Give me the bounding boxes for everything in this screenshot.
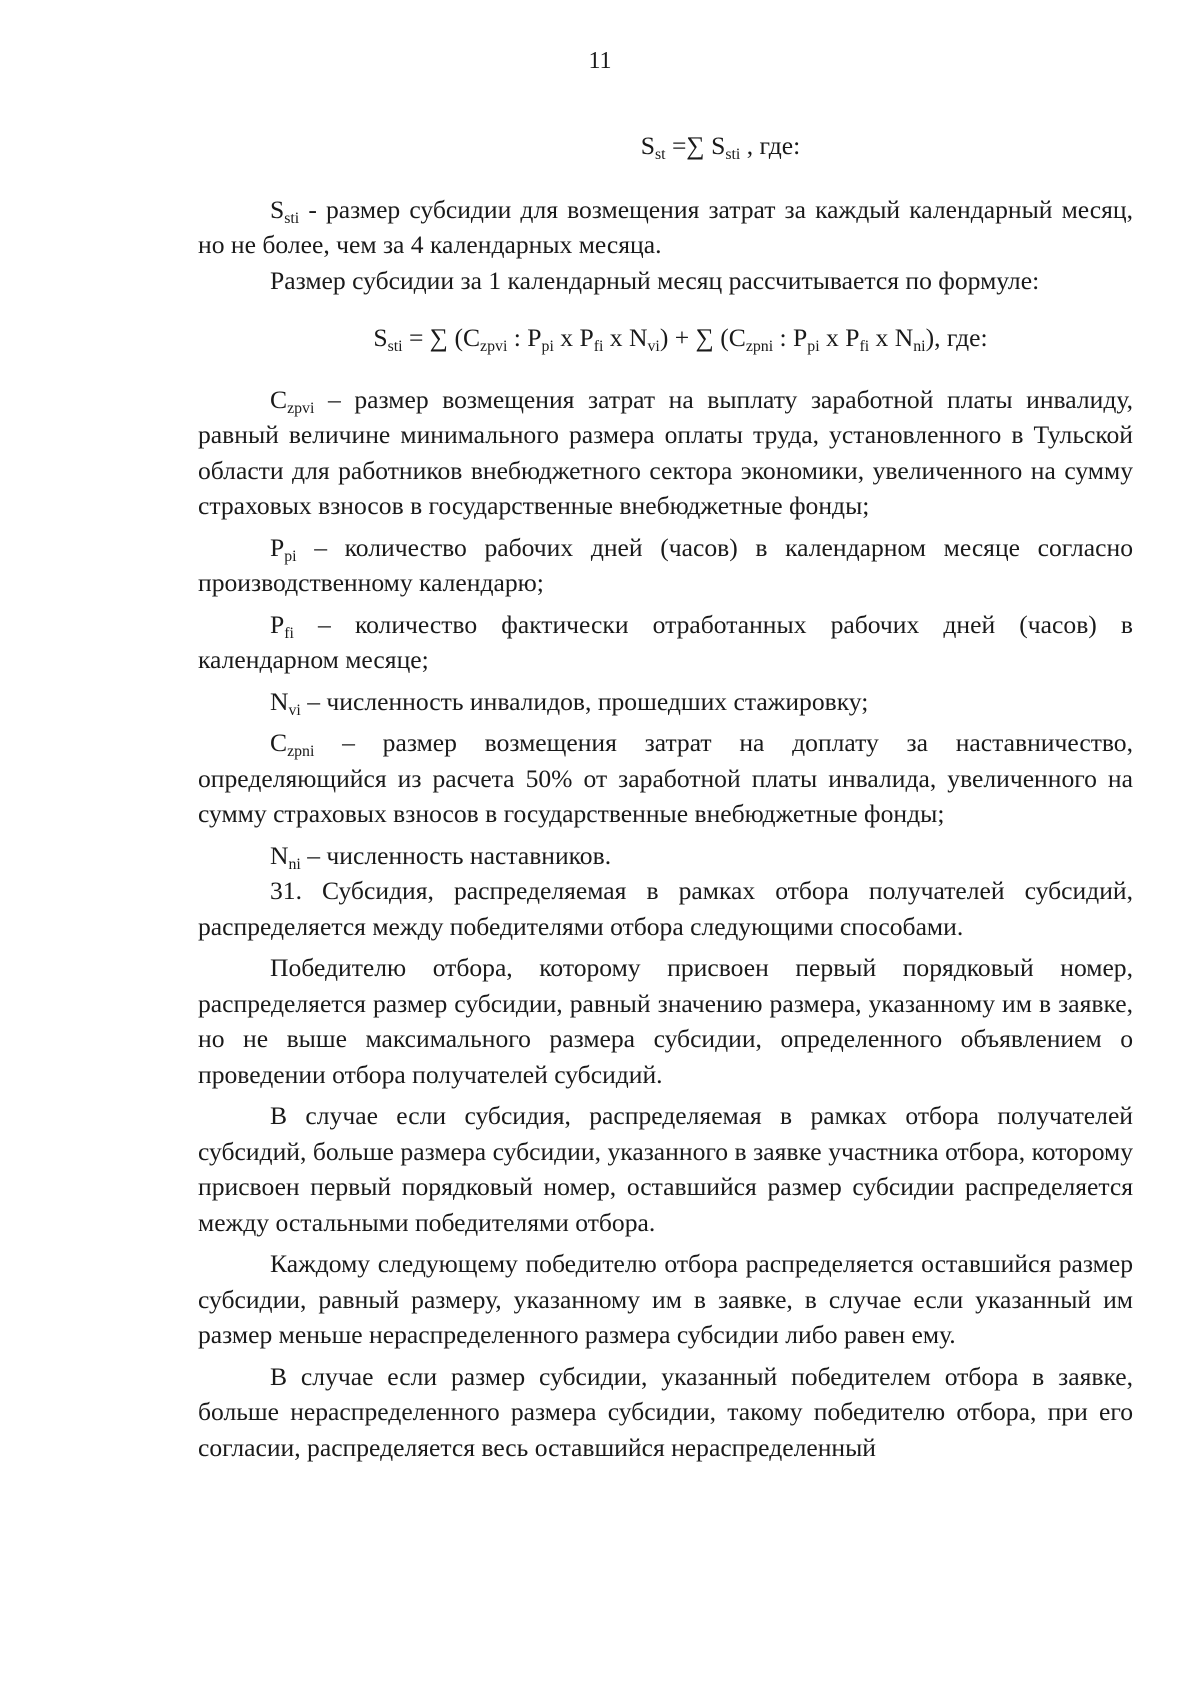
definition-pfi bbox=[198, 607, 1133, 678]
formula-symbol: S bbox=[711, 131, 726, 160]
definition-ssti bbox=[198, 192, 1133, 263]
paragraph-31: 31. Субсидия, распределяемая в рамках отбора получателей субсидий, распределяется между победителями отбора следующими способами. bbox=[198, 876, 1133, 941]
formula-text: , где: bbox=[740, 131, 801, 160]
definition-subscript: sti bbox=[284, 209, 300, 227]
definition-subscript: pi bbox=[284, 547, 297, 565]
definition-text: – численность наставников. bbox=[300, 840, 612, 870]
formula-part: x P bbox=[553, 323, 594, 352]
paragraph: В случае если субсидия, распределяемая в рамках отбора получателей субсидий, больше размера субсидии, указанного в заявке участника отбора, которому присвоен первый порядковый номер, оставшийся размер субсидии распределяется между остальными победителями отбора. bbox=[198, 1101, 1133, 1237]
formula-monthly bbox=[198, 320, 1133, 356]
formula-subscript: zpvi bbox=[480, 337, 508, 355]
formula-part: = ∑ (C bbox=[402, 323, 481, 352]
definition-text: - размер субсидии для возмещения затрат за каждый календарный месяц, но не более, чем за 4 календарных месяца. bbox=[198, 194, 1133, 259]
definition-text: – размер возмещения затрат на выплату заработной платы инвалиду, равный величине минимального размера оплаты труда, установленного в Тульской области для работников внебюджетного сектора экономики, увеличенного на сумму страховых взносов в государственные внебюджетные фонды; bbox=[198, 384, 1133, 520]
paragraph: Победителю отбора, которому присвоен первый порядковый номер, распределяется размер субсидии, равный значению размера, указанному им в заявке, но не выше максимального размера субсидии, определенного объявлением о проведении отбора получателей субсидий. bbox=[198, 953, 1133, 1089]
definition-czpni bbox=[198, 725, 1133, 832]
definition-subscript: zpvi bbox=[287, 399, 315, 417]
formula-intro: Размер субсидии за 1 календарный месяц рассчитывается по формуле: bbox=[270, 265, 1040, 295]
definition-ppi bbox=[198, 530, 1133, 601]
definition-subscript: ni bbox=[288, 855, 301, 873]
formula-total bbox=[198, 128, 1133, 164]
formula-subscript: zpni bbox=[745, 337, 774, 355]
definition-symbol: S bbox=[270, 194, 285, 224]
definition-text: – количество фактически отработанных рабочих дней (часов) в календарном месяце; bbox=[198, 609, 1133, 674]
definition-czpvi bbox=[198, 382, 1133, 524]
formula-subscript: sti bbox=[387, 337, 403, 355]
definition-symbol: C bbox=[270, 384, 288, 414]
definition-symbol: P bbox=[270, 532, 285, 562]
formula-subscript: ni bbox=[913, 337, 926, 355]
definition-text: – количество рабочих дней (часов) в календарном месяце согласно производственному календарю; bbox=[198, 532, 1133, 597]
formula-part: : P bbox=[773, 323, 808, 352]
formula-symbol: S bbox=[373, 323, 388, 352]
definition-symbol: N bbox=[270, 840, 289, 870]
definition-text: – численность инвалидов, прошедших стажировку; bbox=[300, 686, 869, 716]
formula-part: : P bbox=[507, 323, 542, 352]
formula-part: x N bbox=[869, 323, 914, 352]
definition-text: – размер возмещения затрат на доплату за наставничество, определяющийся из расчета 50% от заработной платы инвалида, увеличенного на сумму страховых взносов в государственные внебюджетные фонды; bbox=[198, 728, 1133, 828]
formula-part: x P bbox=[819, 323, 860, 352]
definition-symbol: C bbox=[270, 728, 288, 757]
document-body bbox=[198, 128, 1133, 1465]
formula-subscript: pi bbox=[807, 337, 820, 355]
formula-symbol: S bbox=[640, 131, 656, 160]
formula-subscript: st bbox=[655, 145, 666, 163]
paragraph: Каждому следующему победителю отбора распределяется оставшийся размер субсидии, равный размеру, указанному им в заявке, в случае если указанный им размер меньше нераспределенного размера субсидии либо равен ему. bbox=[198, 1249, 1133, 1349]
definition-subscript: fi bbox=[284, 624, 294, 642]
paragraph: В случае если размер субсидии, указанный победителем отбора в заявке, больше нераспределенного размера субсидии, такому победителю отбора, при его согласии, распределяется весь оставшийся нераспределенный bbox=[198, 1361, 1133, 1462]
formula-subscript: vi bbox=[647, 337, 660, 355]
definition-subscript: vi bbox=[288, 701, 301, 719]
page-number: 11 bbox=[588, 48, 612, 74]
formula-subscript: pi bbox=[541, 337, 554, 355]
formula-part: ), где: bbox=[925, 323, 988, 352]
definition-nni bbox=[198, 838, 1133, 874]
formula-part: ) + ∑ (C bbox=[659, 323, 746, 352]
formula-operator: =∑ bbox=[665, 131, 712, 160]
definition-nvi bbox=[198, 684, 1133, 720]
definition-symbol: P bbox=[270, 609, 285, 639]
formula-subscript: sti bbox=[725, 145, 741, 163]
formula-part: x N bbox=[603, 323, 648, 352]
definition-symbol: N bbox=[270, 686, 289, 716]
formula-subscript: fi bbox=[859, 337, 870, 355]
definition-subscript: zpni bbox=[287, 742, 315, 760]
formula-subscript: fi bbox=[593, 337, 604, 355]
